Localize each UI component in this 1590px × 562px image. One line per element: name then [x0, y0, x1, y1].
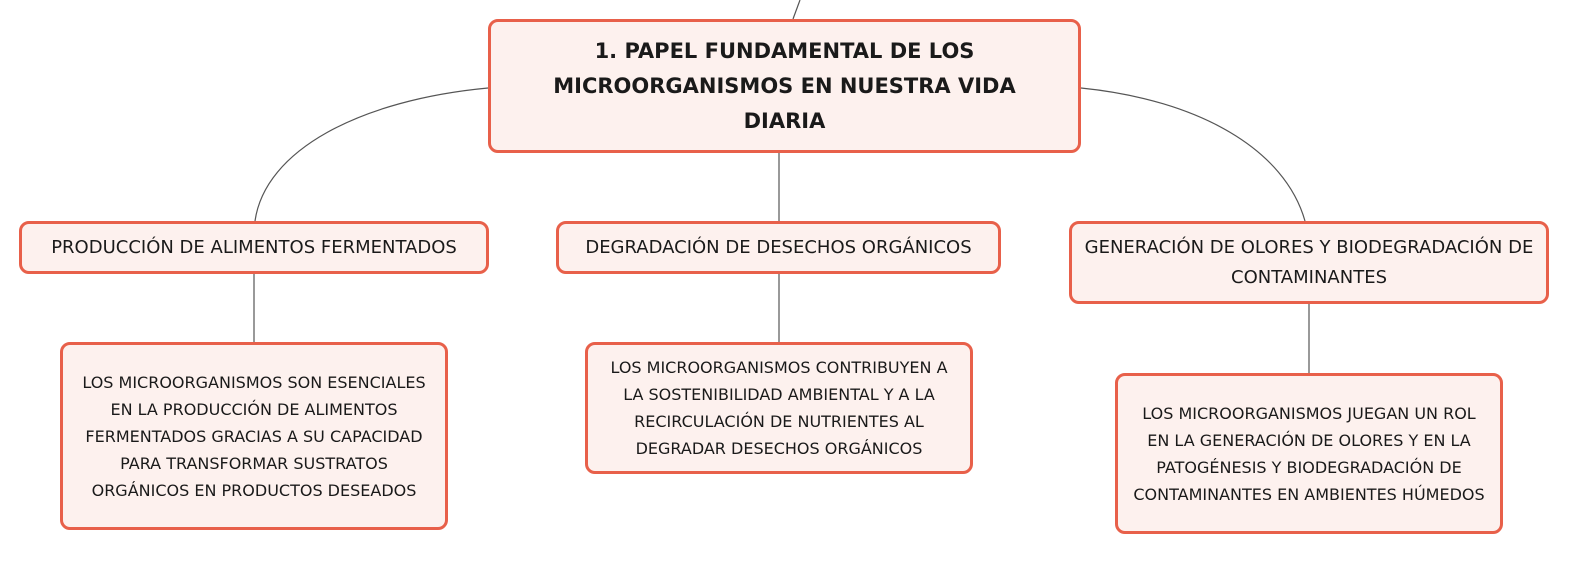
topic-node-label: DEGRADACIÓN DE DESECHOS ORGÁNICOS — [585, 236, 972, 258]
connector-root-to-food — [255, 88, 488, 221]
connector-parent-to-root — [793, 0, 800, 19]
root-node[interactable] — [488, 19, 1081, 153]
detail-node-odors-contaminants[interactable] — [1115, 373, 1503, 534]
topic-node-fermented-food[interactable] — [19, 221, 489, 274]
root-node-label: 1. PAPEL FUNDAMENTAL DE LOS MICROORGANISMOS EN NUESTRA VIDA DIARIA — [553, 38, 1016, 133]
topic-node-label: PRODUCCIÓN DE ALIMENTOS FERMENTADOS — [51, 236, 457, 258]
detail-node-organic-waste[interactable] — [585, 342, 973, 474]
detail-node-text: LOS MICROORGANISMOS JUEGAN UN ROL EN LA GENERACIÓN DE OLORES Y EN LA PATOGÉNESIS Y BIODEGRADACIÓN DE CONTAMINANTES EN AMBIENTES HÚMEDOS — [1133, 403, 1485, 504]
detail-node-fermented-food[interactable] — [60, 342, 448, 530]
detail-node-text: LOS MICROORGANISMOS CONTRIBUYEN A LA SOSTENIBILIDAD AMBIENTAL Y A LA RECIRCULACIÓN DE NUTRIENTES AL DEGRADAR DESECHOS ORGÁNICOS — [610, 358, 948, 458]
topic-node-odors-contaminants[interactable] — [1069, 221, 1549, 304]
detail-node-text: LOS MICROORGANISMOS SON ESENCIALES EN LA PRODUCCIÓN DE ALIMENTOS FERMENTADOS GRACIAS A SU CAPACIDAD PARA TRANSFORMAR SUSTRATOS ORGÁNICOS EN PRODUCTOS DESEADOS — [82, 372, 426, 500]
topic-node-label: GENERACIÓN DE OLORES Y BIODEGRADACIÓN DE CONTAMINANTES — [1084, 236, 1534, 288]
connector-root-to-odor — [1081, 88, 1305, 221]
topic-node-organic-waste[interactable] — [556, 221, 1001, 274]
